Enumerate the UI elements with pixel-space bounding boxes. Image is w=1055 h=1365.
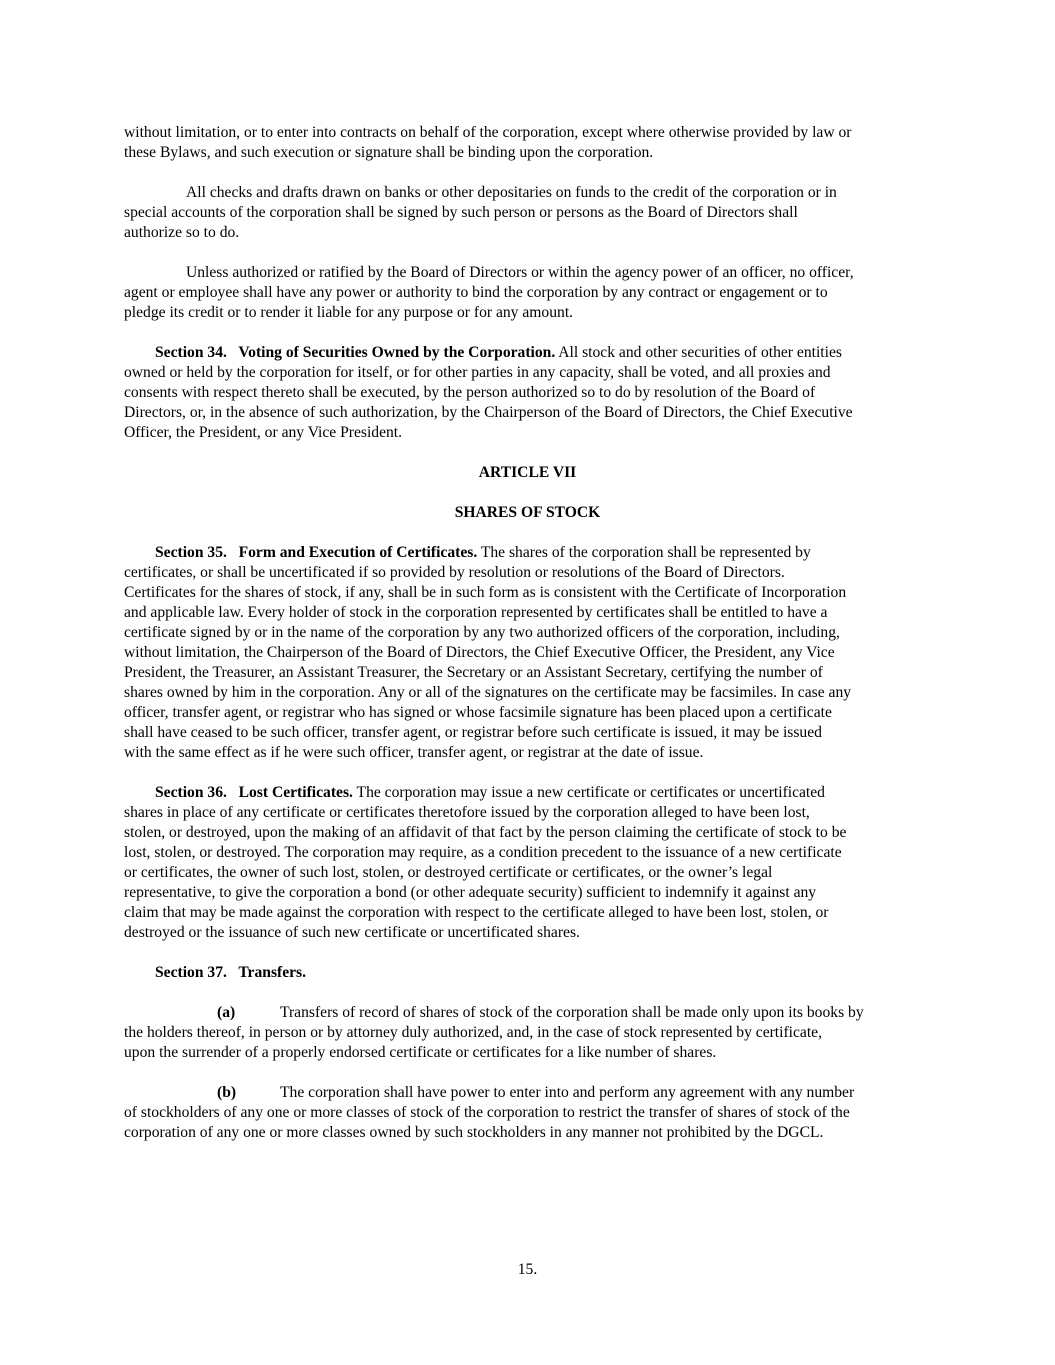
text-line: pledge its credit or to render it liable for any purpose or for any amount. bbox=[124, 304, 574, 321]
text-line: agent or employee shall have any power or authority to bind the corporation by any contract or engagement or to bbox=[124, 284, 828, 301]
text-line: corporation of any one or more classes owned by such stockholders in any manner not prohibited by the DGCL. bbox=[124, 1124, 824, 1141]
text-line: authorize so to do. bbox=[124, 224, 240, 241]
section-heading: Section 37. Transfers. bbox=[155, 964, 307, 981]
text-line: claim that may be made against the corporation with respect to the certificate alleged to have been lost, stolen, or bbox=[124, 904, 829, 921]
text-line bbox=[124, 1083, 944, 1103]
text-line: certificate signed by or in the name of the corporation by any two authorized officers of the corporation, including, bbox=[124, 624, 840, 641]
text-line: shares in place of any certificate or certificates theretofore issued by the corporation alleged to have been lost, bbox=[124, 804, 810, 821]
heading-text: ARTICLE VII bbox=[478, 464, 577, 481]
text-line: shall have ceased to be such officer, transfer agent, or registrar before such certificate is issued, it may be issued bbox=[124, 724, 822, 741]
text-line: All checks and drafts drawn on banks or other depositaries on funds to the credit of the corporation or in bbox=[186, 184, 837, 201]
subsection-label: (b) bbox=[217, 1084, 237, 1101]
text-line bbox=[124, 343, 944, 363]
article-number bbox=[124, 463, 931, 483]
text-line: without limitation, or to enter into contracts on behalf of the corporation, except where otherwise provided by law or bbox=[124, 124, 852, 141]
heading-text: SHARES OF STOCK bbox=[454, 504, 601, 521]
section-heading: Section 36. Lost Certificates. bbox=[155, 784, 353, 801]
text-run: The corporation may issue a new certificate or certificates or uncertificated bbox=[352, 784, 825, 801]
text-line: officer, transfer agent, or registrar who has signed or whose facsimile signature has been placed upon a certificate bbox=[124, 704, 832, 721]
text-line: with the same effect as if he were such officer, transfer agent, or registrar at the date of issue. bbox=[124, 744, 704, 761]
section-37 bbox=[124, 963, 944, 983]
text-line: or certificates, the owner of such lost, stolen, or destroyed certificate or certificates, or the owner’s legal bbox=[124, 864, 773, 881]
document-page bbox=[124, 123, 944, 1163]
text-line: of stockholders of any one or more classes of stock of the corporation to restrict the transfer of shares of stock of the bbox=[124, 1104, 850, 1121]
text-line: owned or held by the corporation for itself, or for other parties in any capacity, shall be voted, and all proxies and bbox=[124, 364, 831, 381]
text-line: and applicable law. Every holder of stock in the corporation represented by certificates shall be entitled to have a bbox=[124, 604, 828, 621]
article-title bbox=[124, 503, 931, 523]
section-heading: Section 35. Form and Execution of Certificates. bbox=[155, 544, 478, 561]
text-line bbox=[124, 963, 944, 983]
section-heading: Section 34. Voting of Securities Owned by the Corporation. bbox=[155, 344, 556, 361]
text-line: Certificates for the shares of stock, if any, shall be in such form as is consistent with the Certificate of Incorporation bbox=[124, 584, 847, 601]
paragraph-authority bbox=[124, 263, 944, 323]
text-line: special accounts of the corporation shall be signed by such person or persons as the Board of Directors shall bbox=[124, 204, 798, 221]
subsection-b bbox=[124, 1083, 944, 1143]
text-line: consents with respect thereto shall be executed, by the person authorized so to do by resolution of the Board of bbox=[124, 384, 816, 401]
text-line: shares owned by him in the corporation. Any or all of the signatures on the certificate may be facsimiles. In case any bbox=[124, 684, 852, 701]
text-line: Unless authorized or ratified by the Board of Directors or within the agency power of an officer, no officer, bbox=[186, 264, 854, 281]
text-line bbox=[124, 783, 944, 803]
text-run: Transfers of record of shares of stock of the corporation shall be made only upon its books by bbox=[280, 1004, 864, 1021]
text-line: certificates, or shall be uncertificated if so provided by resolution or resolutions of the Board of Directors. bbox=[124, 564, 785, 581]
subsection-a bbox=[124, 1003, 944, 1063]
paragraph-execution-continued bbox=[124, 123, 944, 163]
page-number: 15. bbox=[517, 1261, 538, 1278]
text-line: without limitation, the Chairperson of the Board of Directors, the Chief Executive Officer, the President, any Vice bbox=[124, 644, 835, 661]
text-line: the holders thereof, in person or by attorney duly authorized, and, in the case of stock represented by certificate, bbox=[124, 1024, 822, 1041]
text-line: destroyed or the issuance of such new certificate or uncertificated shares. bbox=[124, 924, 580, 941]
paragraph-checks-drafts bbox=[124, 183, 944, 243]
section-34 bbox=[124, 343, 944, 443]
text-line: these Bylaws, and such execution or signature shall be binding upon the corporation. bbox=[124, 144, 654, 161]
section-36 bbox=[124, 783, 944, 943]
text-run: The corporation shall have power to enter into and perform any agreement with any number bbox=[280, 1084, 855, 1101]
text-line: Officer, the President, or any Vice President. bbox=[124, 424, 403, 441]
text-line: lost, stolen, or destroyed. The corporation may require, as a condition precedent to the issuance of a new certificate bbox=[124, 844, 842, 861]
text-line: representative, to give the corporation a bond (or other adequate security) sufficient to indemnify it against any bbox=[124, 884, 817, 901]
text-line: upon the surrender of a properly endorsed certificate or certificates for a like number of shares. bbox=[124, 1044, 717, 1061]
text-line bbox=[124, 543, 944, 563]
text-line: President, the Treasurer, an Assistant Treasurer, the Secretary or an Assistant Secretary, certifying the number of bbox=[124, 664, 823, 681]
text-line: Directors, or, in the absence of such authorization, by the Chairperson of the Board of Directors, the Chief Executive bbox=[124, 404, 853, 421]
text-run: The shares of the corporation shall be represented by bbox=[477, 544, 811, 561]
text-run: All stock and other securities of other entities bbox=[555, 344, 842, 361]
text-line bbox=[124, 1003, 944, 1023]
section-35 bbox=[124, 543, 944, 763]
subsection-label: (a) bbox=[217, 1004, 236, 1021]
text-line: stolen, or destroyed, upon the making of an affidavit of that fact by the person claiming the certificate of stock to be bbox=[124, 824, 847, 841]
